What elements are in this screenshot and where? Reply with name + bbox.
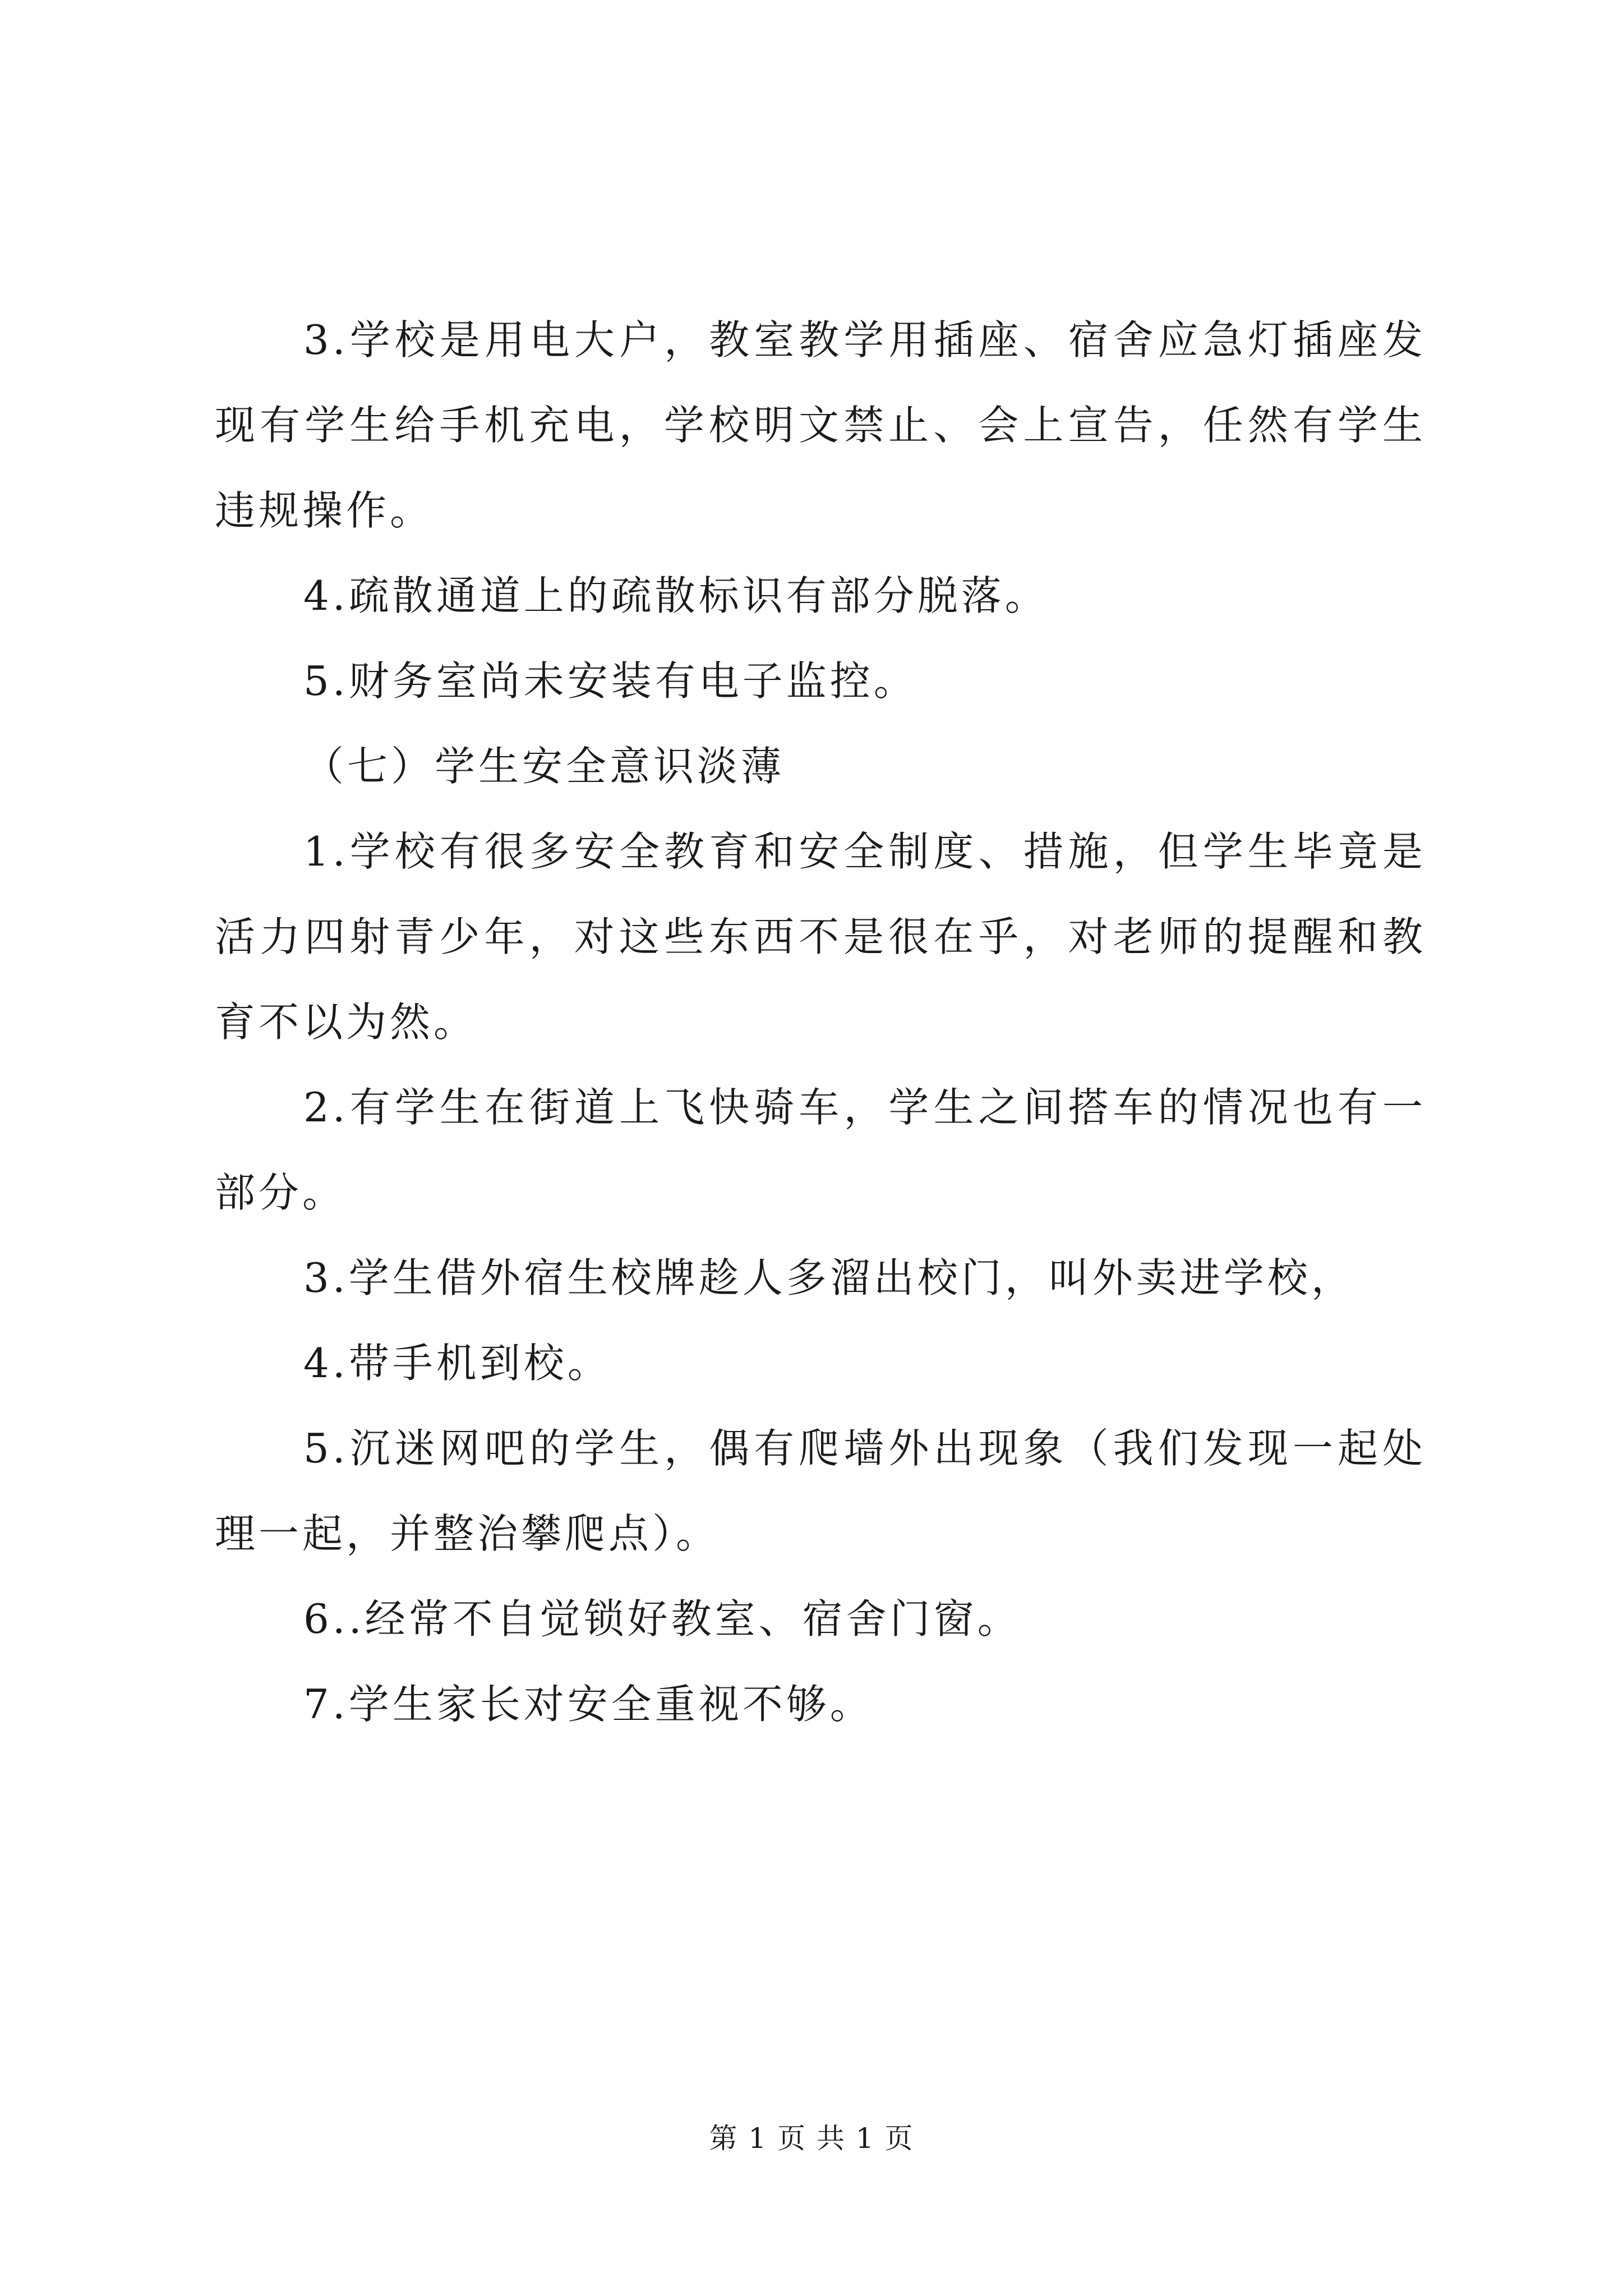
- paragraph-badge-misuse: 3.学生借外宿生校牌趁人多溜出校门，叫外卖进学校，: [303, 1254, 1355, 1301]
- page-footer: 第 1 页 共 1 页: [709, 2122, 914, 2155]
- paragraph-parents: 7.学生家长对安全重视不够。: [303, 1681, 874, 1728]
- paragraph-internet-cafe: 5.沉迷网吧的学生，偶有爬墙外出现象（我们发现一起处理一起，并整治攀爬点）。: [215, 1425, 1426, 1557]
- section-heading-safety-awareness: （七）学生安全意识淡薄: [303, 743, 785, 790]
- paragraph-safety-education: 1.学校有很多安全教育和安全制度、措施，但学生毕竟是活力四射青少年，对这些东西不是很在乎，对老师的提醒和教育不以为然。: [215, 828, 1426, 1046]
- document-body: [215, 297, 1426, 1747]
- paragraph-evacuation-signs: 4.疏散通道上的疏散标识有部分脱落。: [303, 572, 1049, 619]
- paragraph-phones: 4.带手机到校。: [303, 1340, 611, 1387]
- paragraph-electricity-usage: 3.学校是用电大户，教室教学用插座、宿舍应急灯插座发现有学生给手机充电，学校明文禁止、会上宣告，任然有学生违规操作。: [215, 316, 1426, 534]
- paragraph-cycling: 2.有学生在街道上飞快骑车，学生之间搭车的情况也有一部分。: [215, 1084, 1426, 1216]
- paragraph-door-locking: 6..经常不自觉锁好教室、宿舍门窗。: [303, 1595, 1021, 1642]
- paragraph-finance-monitoring: 5.财务室尚未安装有电子监控。: [303, 657, 917, 705]
